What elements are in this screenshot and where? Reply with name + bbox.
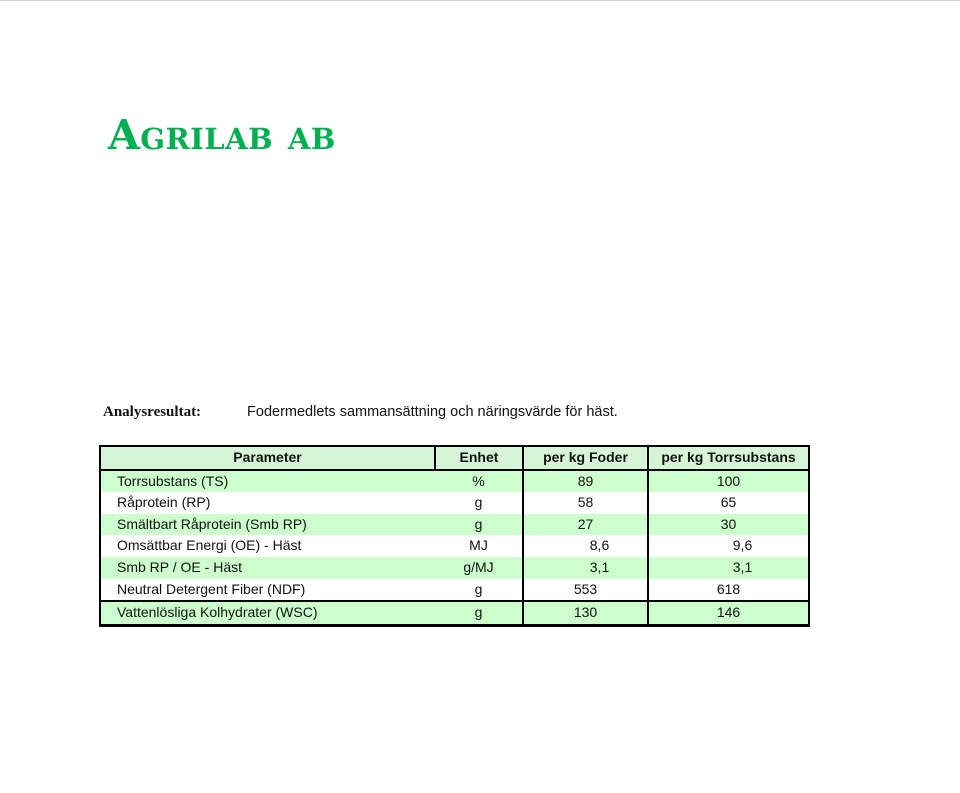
- analysis-heading: [103, 402, 618, 422]
- cell-unit: g/MJ: [435, 557, 523, 579]
- cell-unit: g: [435, 601, 523, 625]
- cell-unit: %: [435, 470, 523, 493]
- value-text: 3,1: [732, 558, 753, 575]
- table-row: [100, 470, 809, 493]
- top-divider: [0, 0, 960, 1]
- cell-per-kg-ts: 65: [648, 492, 809, 514]
- cell-per-kg-ts: [648, 535, 809, 557]
- table-row: [100, 492, 809, 514]
- cell-per-kg-foder: [523, 557, 648, 579]
- analysis-label: Analysresultat:: [103, 404, 202, 420]
- table-row: [100, 514, 809, 536]
- cell-per-kg-foder: 89: [523, 470, 648, 493]
- cell-per-kg-ts: 30: [648, 514, 809, 536]
- results-table: [99, 445, 810, 627]
- cell-unit: MJ: [435, 535, 523, 557]
- cell-per-kg-foder: 27: [523, 514, 648, 536]
- header-per-kg-ts: per kg Torrsubstans: [648, 446, 809, 470]
- cell-per-kg-foder: [523, 535, 648, 557]
- cell-parameter: Vattenlösliga Kolhydrater (WSC): [100, 601, 435, 625]
- cell-unit: g: [435, 514, 523, 536]
- table-row: [100, 579, 809, 602]
- header-per-kg-foder: per kg Foder: [523, 446, 648, 470]
- value-text: 3,1: [589, 558, 610, 575]
- company-logo-text: Agrilab ab: [108, 111, 336, 159]
- cell-per-kg-ts: 618: [648, 579, 809, 602]
- table-row: [100, 601, 809, 625]
- cell-unit: g: [435, 579, 523, 602]
- cell-unit: g: [435, 492, 523, 514]
- cell-per-kg-ts: 146: [648, 601, 809, 625]
- cell-per-kg-foder: 553: [523, 579, 648, 602]
- cell-parameter: Omsättbar Energi (OE) - Häst: [100, 535, 435, 557]
- cell-per-kg-foder: 58: [523, 492, 648, 514]
- cell-parameter: Smb RP / OE - Häst: [100, 557, 435, 579]
- cell-parameter: Torrsubstans (TS): [100, 470, 435, 493]
- value-text: 8,6: [589, 537, 610, 554]
- table-row: [100, 535, 809, 557]
- cell-parameter: Smältbart Råprotein (Smb RP): [100, 514, 435, 536]
- cell-parameter: Neutral Detergent Fiber (NDF): [100, 579, 435, 602]
- analysis-description: Fodermedlets sammansättning och näringsvärde för häst.: [247, 404, 618, 420]
- cell-per-kg-foder: 130: [523, 601, 648, 625]
- header-unit: Enhet: [435, 446, 523, 470]
- value-text: 9,6: [732, 537, 753, 554]
- table-header-row: [100, 446, 809, 470]
- cell-per-kg-ts: [648, 557, 809, 579]
- table-row: [100, 557, 809, 579]
- cell-parameter: Råprotein (RP): [100, 492, 435, 514]
- header-parameter: Parameter: [100, 446, 435, 470]
- cell-per-kg-ts: 100: [648, 470, 809, 493]
